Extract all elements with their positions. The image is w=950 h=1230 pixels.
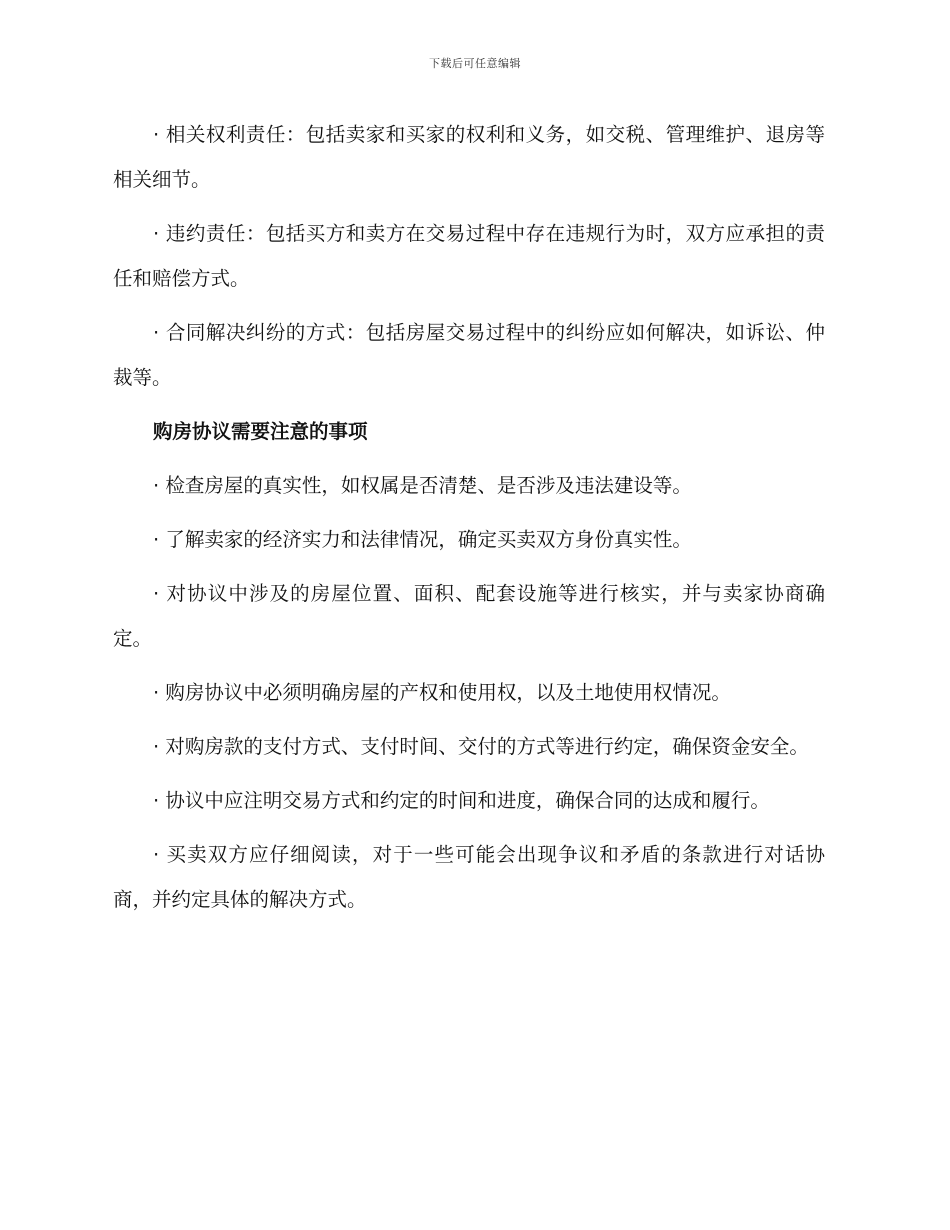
paragraph-seller-background: · 了解卖家的经济实力和法律情况，确定买卖双方身份真实性。 [153,528,692,551]
section-heading: 购房协议需要注意的事项 [153,420,368,443]
paragraph-schedule: · 协议中应注明交易方式和约定的时间和进度，确保合同的达成和履行。 [153,789,770,812]
paragraph-careful-reading: · 买卖双方应仔细阅读，对于一些可能会出现争议和矛盾的条款进行对话协商，并约定具体的解决方式。 [113,843,825,911]
paragraph-payment-terms: · 对购房款的支付方式、支付时间、交付的方式等进行约定，确保资金安全。 [153,735,809,758]
paragraph-verify-details: · 对协议中涉及的房屋位置、面积、配套设施等进行核实，并与卖家协商确定。 [113,582,825,650]
paragraph-dispute-resolution: · 合同解决纠纷的方式：包括房屋交易过程中的纠纷应如何解决，如诉讼、仲裁等。 [113,321,825,389]
page-header: 下载后可任意编辑 [429,57,521,70]
paragraph-breach-liability: · 违约责任：包括买方和卖方在交易过程中存在违规行为时，双方应承担的责任和赔偿方式。 [113,222,825,290]
paragraph-rights-responsibilities: · 相关权利责任：包括卖家和买家的权利和义务，如交税、管理维护、退房等相关细节。 [113,123,825,191]
paragraph-check-authenticity: · 检查房屋的真实性，如权属是否清楚、是否涉及违法建设等。 [153,474,692,497]
paragraph-property-rights: · 购房协议中必须明确房屋的产权和使用权，以及土地使用权情况。 [153,681,731,704]
document-body [113,112,825,931]
